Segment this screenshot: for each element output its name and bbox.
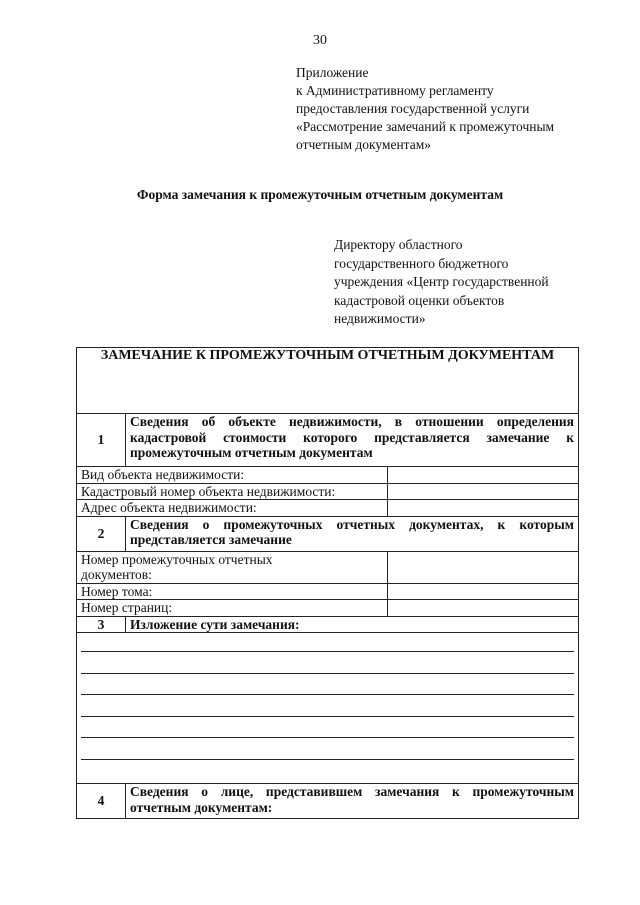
addressee-line: кадастровой оценки объектов [334,292,505,308]
field-value-page-numbers[interactable] [388,600,579,617]
writing-line [81,737,574,738]
field-label-page-numbers: Номер страниц: [77,600,388,617]
field-value-object-type[interactable] [388,467,579,484]
addressee-line: учреждения «Центр государственной [334,274,549,289]
form-header: ЗАМЕЧАНИЕ К ПРОМЕЖУТОЧНЫМ ОТЧЕТНЫМ ДОКУМЕНТАМ [77,348,579,414]
writing-line [81,694,574,695]
addressee-block [334,236,634,329]
appendix-line: к Административному регламенту [296,83,494,98]
writing-line [81,759,574,760]
field-label-object-type: Вид объекта недвижимости: [77,467,388,484]
field-value-address[interactable] [388,500,579,517]
writing-line [81,673,574,674]
writing-line [81,716,574,717]
appendix-line: Приложение [296,65,369,80]
section-title-property: Сведения об объекте недвижимости, в отношении определения кадастровой стоимости которого представляется замечание к промежуточным отчетным документам [126,414,579,467]
addressee-line: недвижимости» [334,311,426,326]
appendix-line: предоставления государственной услуги [296,101,530,116]
appendix-line: отчетным документам» [296,137,432,152]
appendix-block [296,64,636,154]
section-number: 3 [77,616,126,633]
field-value-documents-number[interactable] [388,551,579,583]
addressee-line: государственного бюджетного [334,255,509,271]
page-number: 30 [313,33,327,48]
section-title-submitter: Сведения о лице, представившем замечания к промежуточным отчетным документам: [126,784,579,819]
section-title-remark: Изложение сути замечания: [126,616,579,633]
field-value-volume-number[interactable] [388,583,579,600]
section-number: 1 [77,414,126,467]
section-number: 2 [77,516,126,551]
remark-form-table [76,347,579,819]
addressee-line: Директору областного [334,237,463,252]
appendix-line: «Рассмотрение замечаний к промежуточным [296,119,555,134]
section-title-documents: Сведения о промежуточных отчетных документах, к которым представляется замечание [126,516,579,551]
field-label-address: Адрес объекта недвижимости: [77,500,388,517]
field-label-cadastral-number: Кадастровый номер объекта недвижимости: [77,483,388,500]
field-label-documents-number: Номер промежуточных отчетных документов: [77,551,388,583]
section-number: 4 [77,784,126,819]
field-value-cadastral-number[interactable] [388,483,579,500]
remark-text-area[interactable] [77,633,579,784]
writing-line [81,651,574,652]
form-title: Форма замечания к промежуточным отчетным документам [136,187,504,202]
field-label-volume-number: Номер тома: [77,583,388,600]
